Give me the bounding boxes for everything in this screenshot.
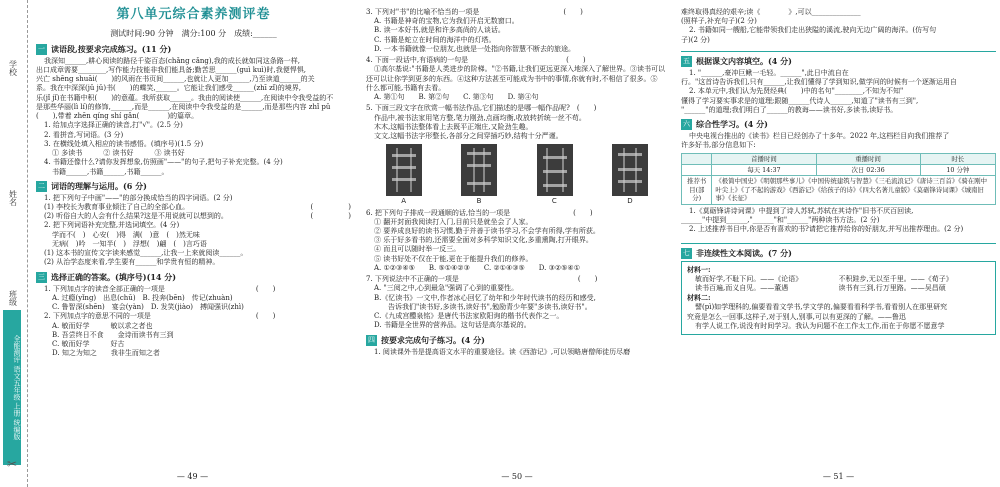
calligraphy-image-c: [537, 144, 573, 196]
sentence-line: ② 要养成良好的读书习惯,勤于并善于读书学习,不会学有所得,学有所获。: [374, 226, 600, 235]
question-line: 无病( )吟 一知半( ) 浮想( )翩 ( )言巧语: [52, 239, 207, 248]
gutter-name-label: 姓名: [8, 190, 18, 206]
question-line: 书籍______,书籍______,书籍______。: [52, 167, 169, 176]
option-line: D. 知之为知之 我非生而知之者: [52, 349, 160, 358]
calligraphy-image-b: [461, 144, 497, 196]
binding-gutter: [0, 0, 28, 487]
table-row: [682, 165, 996, 176]
section-1-passage: [36, 57, 351, 122]
table-cell: [682, 165, 712, 176]
gutter-school-label: 学校: [8, 60, 18, 76]
section-4-title: 按要求完成句子练习。(4 分): [381, 334, 485, 345]
gutter-class-label: 班级: [8, 290, 18, 306]
option-line: C. 书籍是蛇立在时间的海洋中的灯塔。: [374, 35, 496, 44]
passage-line: 是那些华丽(lì lí)的修饰,______,而是______,在阅读中令我受益的是______,而是那些内容 zhǐ pǔ: [36, 102, 331, 111]
sentence-line: ① 翻开封面我阅读打入门,目前只是就坐会了人家。: [374, 217, 533, 226]
question-line: 4. 下面一段话中,有语病的一句是 ( ): [366, 56, 586, 65]
section-4-number: 四: [368, 335, 375, 344]
option-line: D. 书籍是全世界的营养品。这句话是高尔基说的。: [374, 321, 531, 330]
material-2-title: 材料二:: [687, 293, 711, 303]
question-line: 3. 在横线处填入相应的读书感悟。(填序号)(1.5 分): [44, 139, 204, 148]
option-line: A. 第①句 B. 第②句 C. 第③句 D. 第④句: [374, 93, 539, 102]
section-5-title: 根据课文内容填空。(4 分): [696, 56, 792, 67]
sentence-line: ④ 而且可以随时举一反三。: [374, 245, 461, 254]
option-line: A. 书籍是神奇的宝物,它为我们开启无数窗口。: [374, 17, 519, 26]
question-line: (1) 李校长为教育事业倾注了自己的全部心血。 ( ): [44, 202, 351, 211]
question-line: 1. 阅读课外书是提高语文水平的重要途径。读《西游记》,可以领略唐僧师徒历尽磨: [374, 347, 631, 356]
question-line: (2) 从治学态度来看,学生要有______和学贵有恒的精神。: [44, 258, 220, 267]
image-label: B: [476, 197, 482, 206]
passage-line: 中央电视台推出的《读书》栏目已经创办了十多年。2022 年,这档栏目向我们推荐了: [689, 132, 950, 141]
passage-line: 文文,这幅书法字形整长,各部分之间穿插巧妙,结构十分严谨。: [374, 132, 563, 141]
quote-line: 读书百遍,而义自见。——董遇: [695, 284, 789, 293]
passage-line: 还可以让你学到更多的东西。④这种方法甚至可能成为书中的事情,你就有时,不相信了很多。⑤: [366, 74, 658, 83]
question-line: 学而不( ) 心安( )得 满( )意 ( )然无味: [52, 230, 200, 239]
question-line: 6. 把下列句子排成一段通顺的话,恰当的一项是 ( ): [366, 208, 593, 217]
book-list: 《极简中国史》《明朝那些事儿》《中国传统建筑与智慧》《三毛流浪记》《唐诗三百首》《骑在刚中叶尖上》《了不起的游戏》《西游记》《给孩子的诗》《四大名著儿童版》《莫砺锋诗词课》《城南旧事》《长征》: [712, 176, 996, 204]
section-1-header: [36, 44, 351, 55]
page-50: [362, 0, 672, 487]
section-2-questions: [36, 194, 351, 268]
question-line: 懂得了学习要实事求是的道理;跟随______代诗人______,知道了"读书有三到",: [681, 96, 919, 105]
section-1-title: 读语段,按要求完成练习。(11 分): [51, 43, 172, 54]
calligraphy-options: [366, 144, 668, 196]
table-cell: 10 分钟: [920, 165, 995, 176]
sentence-line: ③ 乐于好多看书的,还需要全面对多科学知识文化,多重熏陶,打开眼界。: [374, 236, 593, 245]
table-side-label: 推荐书目(部分): [682, 176, 712, 204]
quote-line: 敏而好学,不耻下问。——《论语》: [695, 274, 803, 283]
exam-title: 第八单元综合素养测评卷: [116, 7, 271, 22]
quote-line: 不积跬步,无以至千里。——《荀子》: [838, 274, 953, 283]
question-line: ① 多读书 ② 读书好 ③ 读书好: [52, 149, 185, 158]
question-line: 1. 把下列句子中画"——"的部分换成恰当的四字词语。(2 分): [44, 193, 233, 202]
table-row: [682, 176, 996, 204]
question-line: (2) 听俗自大的人会有什么结果?这是不用说就可以想到的。 ( ): [44, 212, 351, 221]
quote-line: 读书有三到,行万里路。——吴昌硕: [838, 284, 946, 293]
exam-meta: 测试时间:90 分钟 满分:100 分 成绩:______: [110, 29, 277, 39]
question-line: 2. 上述推荐书目中,你是否有喜欢的书?请把它推荐给你的好朋友,并写出推荐理由。(2 分): [689, 225, 964, 234]
material-line: 究竟是怎么一回事,这样子,对于别人,别事,可以有更深的了解。——鲁迅: [687, 312, 906, 321]
section-1-questions: [36, 121, 351, 176]
question-line: ______"中提到______,"______"和"______"两种读书方法。(2 分): [681, 216, 880, 225]
question-line: 1. 下列加点字的读音全部正确的一项是 ( ): [44, 284, 276, 293]
series-brand-text: 语文五年级 上册 统编版: [13, 365, 21, 440]
option-line: B. 吾尝终日不食 金诗而读书有三到: [52, 330, 174, 339]
option-line: C. 敏而好学 好古: [52, 340, 125, 349]
table-header-cell: 重播时间: [816, 153, 920, 164]
question-line: 2. 把下列词语补充完整,并选词填空。(4 分): [44, 221, 180, 230]
question-line: 难终取得真经的艰辛;读《 》,可以______________: [681, 8, 861, 16]
question-line: 2. 看拼音,写词语。(3 分): [44, 130, 124, 139]
scissors-icon: ✂: [7, 457, 18, 472]
question-line: 1. 给加点字选择正确的读音,打"√"。(2.5 分): [44, 121, 183, 130]
material-1-quotes: [687, 275, 990, 293]
page-50-content: [366, 0, 668, 487]
question-line: 子)(2 分): [681, 35, 710, 44]
section-6-number: 六: [683, 120, 690, 129]
question-line: (照样子,补充句子)(2 分): [681, 17, 757, 26]
calligraphy-labels: [366, 197, 668, 206]
question-line: 2. 下列加点字的意思不同的一项是 ( ): [44, 312, 276, 321]
section-7-number: 七: [683, 248, 690, 257]
image-label: A: [401, 197, 407, 206]
question-line: 1. "______,豪冲巨鳅一毛轻。______",此日中流自在: [689, 68, 849, 77]
question-line: 2. 本单元中,我们认为先贤经典( )中的名句"________,不知为不知": [689, 87, 904, 96]
option-line: D. 一本书籍就像一位朋友,也就是一处指向你智慧不断去的旅途。: [374, 44, 576, 53]
page-49: [0, 0, 357, 487]
passage-line: 许多好书,部分信息如下:: [681, 141, 756, 150]
question-line: 1.《莫砺锋讲诗词课》中提到了诗人苏轼,苏轼在其诗作"旧书不厌百回读,: [689, 206, 914, 215]
option-line: B. 读一本好书,就是和许多高尚的人谈话。: [374, 26, 505, 35]
option-line: A. "三阅之中,心到最急"强调了心到的重要性。: [374, 284, 519, 293]
page-number: — 50 —: [501, 472, 533, 482]
section-2-title: 词语的理解与运用。(6 分): [51, 180, 147, 191]
question-line: 4. 书籍还像什么?请你发挥想象,仿照画"——"的句子,把句子补充完整。(4 分): [44, 158, 283, 167]
option-line: 告诉我们"读书好,多读书,读好书",勉励青少年要"多读书,读好书"。: [374, 302, 592, 311]
sentence-line: ⑤ 读书好处不仅在于能,更在于能提升我们的修养。: [374, 254, 533, 263]
page-51-content: [681, 0, 996, 487]
section-5-number: 五: [683, 56, 690, 65]
section-3-number: 三: [38, 272, 45, 281]
question-line: (1) 这本书的宣传文字读来感觉______,让我一上来就阅读______。: [44, 249, 248, 258]
passage-line: 出口成章需要________,写作能力技能非我们能具备;勤苦思______(guì kuì)时,我便悍惧,: [36, 65, 306, 74]
section-6-header: [681, 119, 996, 130]
passage-line: 木木,这幅书法整体看上去既平正端庄,又险劲生趣。: [374, 122, 533, 131]
option-line: B.《忆读书》一文中,作者冰心回忆了幼年和少年时代读书的经历和感受,: [374, 293, 596, 302]
table-header-cell: [682, 153, 712, 164]
passage-line: 乐(jǐ jǐ)在书籍中积( )的意蕴。我所获取______。我由的阅读使______,在阅读中令我受益的不: [36, 93, 334, 102]
option-line: A. 过瘾(yǐng) 出息(chū) B. 投奔(bēn) 传记(zhuàn): [52, 293, 233, 302]
passage-line: 兴亡 shēng shuāi( )的风雨在书页间______,也就让人更加______,乃至读道______的关: [36, 75, 315, 84]
question-line: 行。"这首诗告诉我们,只有______,让我们懂得了学到知识,做学问的时候有一个逐渐运用自: [681, 78, 957, 87]
question-line: 3. 下列对"书"的比喻不恰当的一项是 ( ): [366, 8, 583, 16]
page-number: — 51 —: [822, 472, 855, 482]
material-line: 有学人说工作,说没有时间学习。我认为问题不在工作太工作,而在于你愿不愿意学: [695, 321, 945, 330]
section-5-header: [681, 56, 996, 67]
passage-line: 系。我在中深深(jǔ jǔ)书( )的蝶笑,______。它能让我们感受______(zhī zǐ)的境界,: [36, 84, 302, 93]
section-7-header: [681, 248, 996, 259]
calligraphy-image-d: [612, 144, 648, 196]
page-number: — 49 —: [176, 472, 209, 482]
passage-line: 什么都可能,书籍有去看。: [366, 83, 446, 92]
table-header-cell: 时长: [920, 153, 995, 164]
passage-line: 我深知______,耕心阅读的路径千姿百态(chǎng cǎng),我的成长就如同这条路一样,: [44, 56, 301, 65]
passage-line: ①高尔基说:"书籍是人类进步的阶梯。"②书籍,让我们更远更深入地深入了解世界。③读书可以: [374, 65, 666, 74]
passage-line: 作品中,被书法家用笔方整,笔力刚劲,点画均衡,收放转折统一丝不苟。: [374, 113, 586, 122]
material-1-title: 材料一:: [687, 264, 711, 274]
section-7-title: 非连续性文本阅读。(7 分): [696, 247, 792, 258]
series-brand-strip: [3, 310, 21, 465]
material-line: 譬(pì)如学理科的,偏要看看文学书,学文学的,偏要看看科学书,看看别人在那里研究: [695, 303, 948, 312]
section-2-header: [36, 181, 351, 192]
page-49-content: [36, 0, 351, 487]
question-line: "______"的道理;我们明白了______的教诲——读书好,多读书,读好书。: [681, 105, 898, 114]
table-cell: 每天 14:37: [712, 165, 816, 176]
section-6-title: 综合性学习。(4 分): [696, 119, 768, 130]
section-3-title: 选择正确的答案。(填序号)(14 分): [51, 271, 177, 282]
passage-line: ( ),带着 zhēn qíng shí gǎn( )的篇章。: [36, 112, 199, 121]
program-table: [681, 153, 996, 205]
section-3-questions: [36, 285, 351, 359]
image-label: C: [551, 197, 557, 206]
option-line: A. ①②③④⑤ B. ⑤①④②③ C. ②①④③⑤ D. ③②⑤④①: [374, 263, 580, 272]
image-label: D: [627, 197, 633, 206]
calligraphy-image-a: [386, 144, 422, 196]
option-line: A. 敏而好学 敏以求之者也: [52, 321, 153, 330]
materials-box: [681, 261, 996, 336]
table-header-row: [682, 153, 996, 164]
section-3-header: [36, 272, 351, 283]
question-line: 2. 书籍如同一艘船,它能带领我们走出狭隘的溪流,驶向无边广阔的海洋。(仿写句: [689, 26, 937, 35]
option-line: C. 鲁智深(shēn) 宴会(yàn) D. 发笑(jiào) 搏闻强识(zhì): [52, 303, 244, 312]
section-1-number: 一: [38, 44, 45, 53]
section-2-number: 二: [38, 181, 45, 190]
option-line: C.《九成宫醴泉铭》是唐代书法家欧阳询的楷书代表作之一。: [374, 312, 564, 321]
table-header-cell: 首播时间: [712, 153, 816, 164]
section-4-header: [366, 335, 668, 346]
page-51: [677, 0, 1000, 487]
table-cell: 次日 02:36: [816, 165, 920, 176]
series-brand-top: 全能测评: [13, 335, 21, 364]
question-line: 5. 下面三段文字在欣赏一幅书法作品,它们描述的是哪一幅作品呢? ( ): [366, 104, 597, 113]
question-line: 7. 下列说法中不正确的一项是 ( ): [366, 275, 598, 284]
